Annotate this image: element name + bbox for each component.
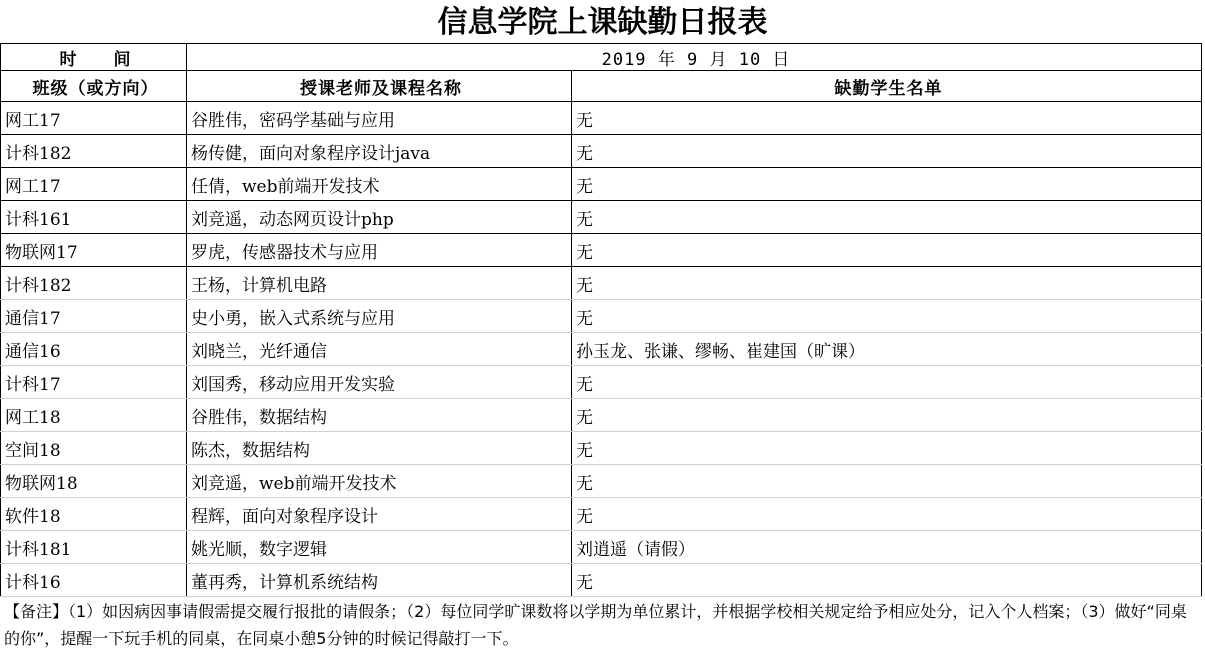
- cell-class: 物联网17: [1, 234, 187, 267]
- table-row: [1, 465, 1202, 498]
- cell-teacher-course: 王杨，计算机电路: [187, 267, 572, 300]
- cell-teacher-course: 杨传健，面向对象程序设计java: [187, 135, 572, 168]
- cell-class: 网工17: [1, 168, 187, 201]
- table-row: [1, 333, 1202, 366]
- cell-class: 物联网18: [1, 465, 187, 498]
- cell-class: 计科16: [1, 564, 187, 597]
- table-row: [1, 168, 1202, 201]
- cell-class: 通信16: [1, 333, 187, 366]
- cell-teacher-course: 任倩，web前端开发技术: [187, 168, 572, 201]
- cell-teacher-course: 刘国秀，移动应用开发实验: [187, 366, 572, 399]
- cell-teacher-course: 程辉，面向对象程序设计: [187, 498, 572, 531]
- cell-class: 通信17: [1, 300, 187, 333]
- cell-absent: 无: [572, 465, 1202, 498]
- cell-teacher-course: 刘晓兰，光纤通信: [187, 333, 572, 366]
- cell-class: 软件18: [1, 498, 187, 531]
- date-value: 2019 年 9 月 10 日: [187, 44, 1202, 71]
- cell-class: 网工18: [1, 399, 187, 432]
- cell-teacher-course: 史小勇，嵌入式系统与应用: [187, 300, 572, 333]
- cell-absent: 无: [572, 168, 1202, 201]
- cell-absent: 无: [572, 201, 1202, 234]
- cell-absent: 无: [572, 135, 1202, 168]
- table-row: [1, 564, 1202, 597]
- cell-class: 计科181: [1, 531, 187, 564]
- cell-teacher-course: 董再秀，计算机系统结构: [187, 564, 572, 597]
- cell-absent: 无: [572, 366, 1202, 399]
- cell-teacher-course: 姚光顺，数字逻辑: [187, 531, 572, 564]
- cell-class: 计科182: [1, 267, 187, 300]
- cell-absent: 刘逍遥（请假）: [572, 531, 1202, 564]
- report-title: 信息学院上课缺勤日报表: [437, 5, 768, 40]
- cell-teacher-course: 谷胜伟，密码学基础与应用: [187, 102, 572, 135]
- date-row: [1, 44, 1202, 71]
- notes-remark: 【备注】（1）如因病因事请假需提交履行报批的请假条；（2）每位同学旷课数将以学期为单位累计，并根据学校相关规定给予相应处分，记入个人档案；（3）做好“同桌的你”，提醒一下玩手机的同桌，在同桌小憩5分钟的时候记得敲打一下。: [4, 602, 1187, 648]
- cell-teacher-course: 陈杰，数据结构: [187, 432, 572, 465]
- table-row: [1, 234, 1202, 267]
- cell-teacher-course: 刘竞遥，web前端开发技术: [187, 465, 572, 498]
- cell-class: 计科17: [1, 366, 187, 399]
- header-class: 班级（或方向）: [1, 71, 187, 102]
- cell-class: 空间18: [1, 432, 187, 465]
- cell-absent: 无: [572, 399, 1202, 432]
- date-label: 时 间: [1, 44, 187, 71]
- attendance-table: [0, 43, 1202, 597]
- header-row: [1, 71, 1202, 102]
- cell-absent: 孙玉龙、张谦、缪畅、崔建国（旷课）: [572, 333, 1202, 366]
- cell-class: 计科161: [1, 201, 187, 234]
- cell-absent: 无: [572, 267, 1202, 300]
- table-row: [1, 102, 1202, 135]
- cell-absent: 无: [572, 102, 1202, 135]
- table-row: [1, 498, 1202, 531]
- table-row: [1, 135, 1202, 168]
- cell-teacher-course: 罗虎，传感器技术与应用: [187, 234, 572, 267]
- header-absent: 缺勤学生名单: [572, 71, 1202, 102]
- header-teacher-course: 授课老师及课程名称: [187, 71, 572, 102]
- table-row: [1, 531, 1202, 564]
- table-row: [1, 366, 1202, 399]
- cell-absent: 无: [572, 498, 1202, 531]
- cell-absent: 无: [572, 300, 1202, 333]
- cell-class: 网工17: [1, 102, 187, 135]
- table-row: [1, 300, 1202, 333]
- table-row: [1, 267, 1202, 300]
- cell-teacher-course: 谷胜伟，数据结构: [187, 399, 572, 432]
- cell-absent: 无: [572, 234, 1202, 267]
- cell-absent: 无: [572, 432, 1202, 465]
- cell-absent: 无: [572, 564, 1202, 597]
- cell-teacher-course: 刘竞遥，动态网页设计php: [187, 201, 572, 234]
- cell-class: 计科182: [1, 135, 187, 168]
- table-row: [1, 201, 1202, 234]
- table-row: [1, 432, 1202, 465]
- table-row: [1, 399, 1202, 432]
